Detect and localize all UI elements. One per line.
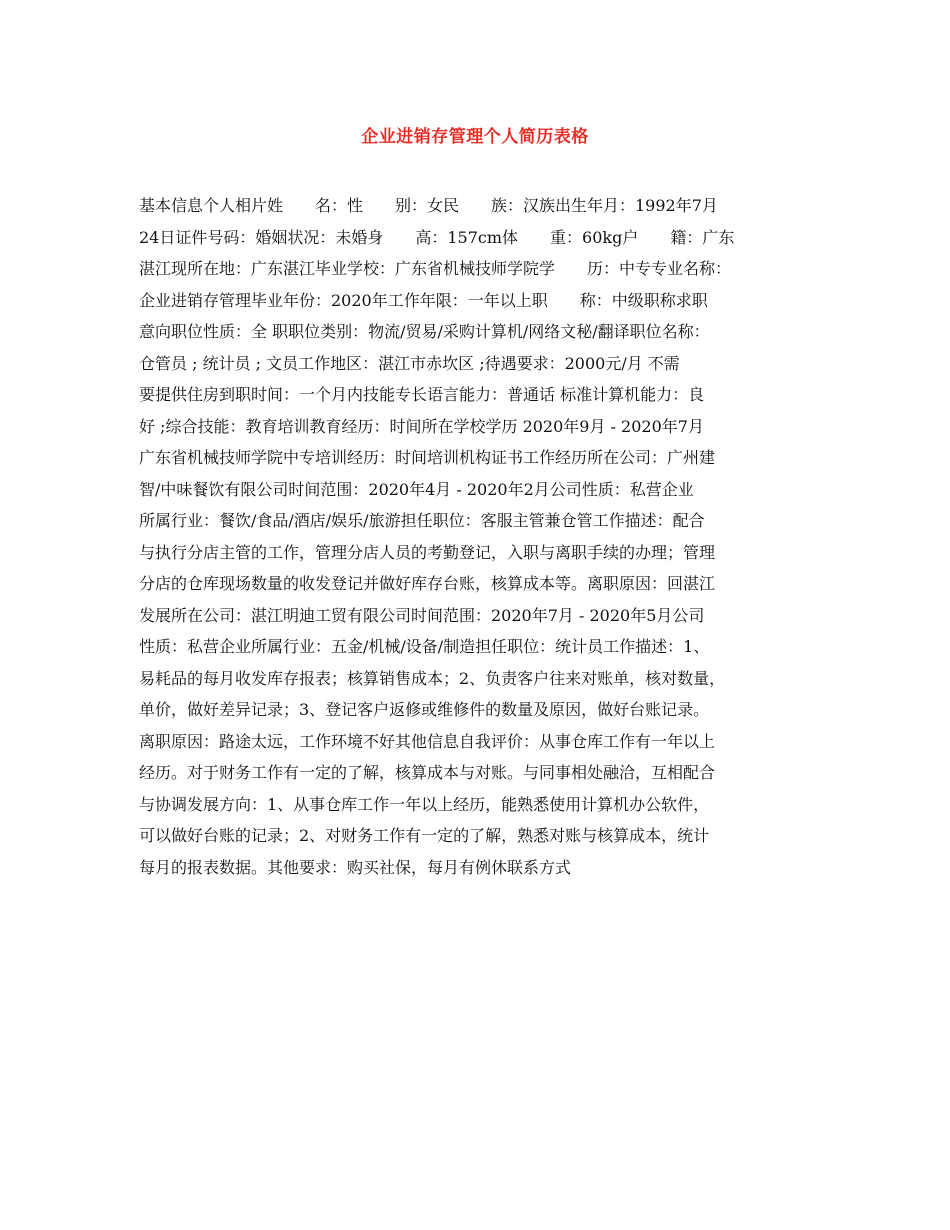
resume-line: 单价，做好差异记录；3、登记客户返修或维修件的数量及原因，做好台账记录。 bbox=[139, 700, 710, 719]
resume-line: 每月的报表数据。其他要求：购买社保，每月有例休联系方式 bbox=[139, 857, 572, 877]
resume-line: 意向职位性质：全 职职位类别：物流/贸易/采购计算机/网络文秘/翻译职位名称： bbox=[139, 322, 710, 341]
document-title: 企业进销存管理个人简历表格 bbox=[361, 127, 589, 147]
resume-line: 易耗品的每月收发库存报表；核算销售成本；2、负责客户往来对账单，核对数量， bbox=[139, 668, 726, 688]
resume-line: 仓管员 ; 统计员 ; 文员工作地区：湛江市赤坎区 ;待遇要求：2000元/月 不需 bbox=[139, 353, 680, 373]
resume-line: 企业进销存管理毕业年份：2020年工作年限：一年以上职 称：中级职称求职 bbox=[139, 290, 708, 310]
resume-line: 与协调发展方向：1、从事仓库工作一年以上经历，能熟悉使用计算机办公软件， bbox=[139, 794, 710, 814]
resume-line: 要提供住房到职时间：一个月内技能专长语言能力：普通话 标准计算机能力：良 bbox=[139, 385, 705, 404]
resume-line: 好 ;综合技能：教育培训教育经历：时间所在学校学历 2020年9月 - 2020年7月 bbox=[139, 416, 704, 436]
resume-line: 智/中味餐饮有限公司时间范围：2020年4月 - 2020年2月公司性质：私营企业 bbox=[139, 479, 694, 499]
resume-line: 24日证件号码：婚姻状况：未婚身 高：157cm体 重：60kg户 籍：广东 bbox=[139, 227, 735, 247]
resume-line: 发展所在公司：湛江明迪工贸有限公司时间范围：2020年7月 - 2020年5月公司 bbox=[139, 605, 705, 625]
resume-line: 与执行分店主管的工作，管理分店人员的考勤登记，入职与离职手续的办理；管理 bbox=[139, 542, 716, 562]
resume-body bbox=[139, 190, 829, 883]
resume-line: 所属行业：餐饮/食品/酒店/娱乐/旅游担任职位：客服主管兼仓管工作描述：配合 bbox=[139, 511, 705, 530]
resume-line: 湛江现所在地：广东湛江毕业学校：广东省机械技师学院学 历：中专专业名称： bbox=[139, 259, 732, 278]
resume-line: 基本信息个人相片姓 名：性 别：女民 族：汉族出生年月：1992年7月 bbox=[139, 196, 718, 215]
resume-line: 分店的仓库现场数量的收发登记并做好库存台账，核算成本等。离职原因：回湛江 bbox=[139, 574, 716, 593]
resume-line: 离职原因：路途太远，工作环境不好其他信息自我评价：从事仓库工作有一年以上 bbox=[139, 731, 716, 751]
resume-line: 性质：私营企业所属行业：五金/机械/设备/制造担任职位：统计员工作描述：1、 bbox=[139, 637, 710, 656]
resume-line: 经历。对于财务工作有一定的了解，核算成本与对账。与同事相处融洽，互相配合 bbox=[139, 763, 716, 782]
resume-line: 可以做好台账的记录；2、对财务工作有一定的了解，熟悉对账与核算成本，统计 bbox=[139, 826, 710, 845]
resume-line: 广东省机械技师学院中专培训经历：时间培训机构证书工作经历所在公司：广州建 bbox=[139, 448, 716, 467]
